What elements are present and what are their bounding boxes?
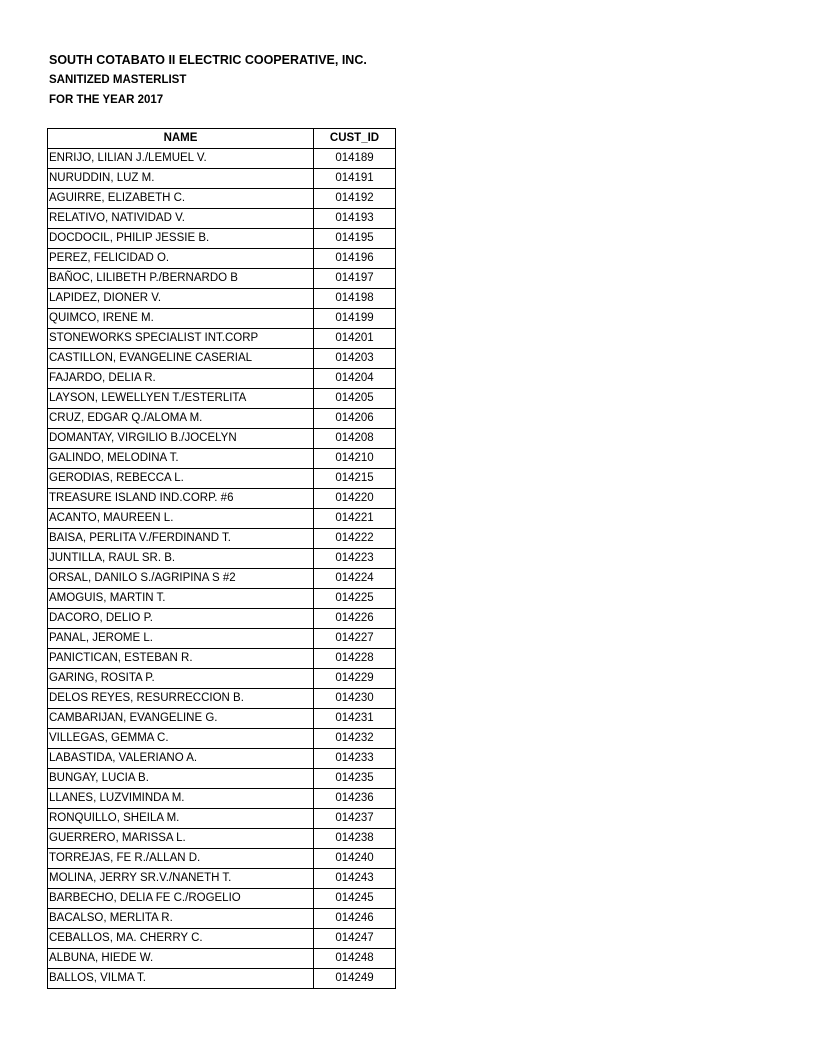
table-row <box>48 389 396 409</box>
table-row <box>48 949 396 969</box>
customer-id-cell: 014201 <box>314 329 396 349</box>
table-row <box>48 229 396 249</box>
table-row <box>48 609 396 629</box>
table-row <box>48 829 396 849</box>
year-line: FOR THE YEAR 2017 <box>49 94 164 106</box>
customer-id-cell: 014208 <box>314 429 396 449</box>
customer-id-cell: 014189 <box>314 149 396 169</box>
customer-name-cell: CASTILLON, EVANGELINE CASERIAL <box>48 349 314 369</box>
table-row <box>48 149 396 169</box>
table-row <box>48 809 396 829</box>
table-row <box>48 669 396 689</box>
customer-name-cell: ENRIJO, LILIAN J./LEMUEL V. <box>48 149 314 169</box>
customer-name-cell: DOMANTAY, VIRGILIO B./JOCELYN <box>48 429 314 449</box>
table-row <box>48 349 396 369</box>
customer-name-cell: STONEWORKS SPECIALIST INT.CORP <box>48 329 314 349</box>
customer-name-cell: DOCDOCIL, PHILIP JESSIE B. <box>48 229 314 249</box>
customer-name-cell: NURUDDIN, LUZ M. <box>48 169 314 189</box>
customer-name-cell: ACANTO, MAUREEN L. <box>48 509 314 529</box>
table-row <box>48 289 396 309</box>
customer-name-cell: CAMBARIJAN, EVANGELINE G. <box>48 709 314 729</box>
table-row <box>48 869 396 889</box>
table-row <box>48 409 396 429</box>
customer-name-cell: VILLEGAS, GEMMA C. <box>48 729 314 749</box>
customer-id-cell: 014191 <box>314 169 396 189</box>
table-row <box>48 689 396 709</box>
customer-name-cell: ORSAL, DANILO S./AGRIPINA S #2 <box>48 569 314 589</box>
customer-id-cell: 014229 <box>314 669 396 689</box>
customer-id-cell: 014205 <box>314 389 396 409</box>
customer-id-cell: 014228 <box>314 649 396 669</box>
table-row <box>48 309 396 329</box>
column-header-cust-id: CUST_ID <box>314 129 396 149</box>
customer-id-cell: 014222 <box>314 529 396 549</box>
customer-name-cell: CEBALLOS, MA. CHERRY C. <box>48 929 314 949</box>
customer-name-cell: GERODIAS, REBECCA L. <box>48 469 314 489</box>
customer-id-cell: 014243 <box>314 869 396 889</box>
customer-id-cell: 014206 <box>314 409 396 429</box>
customer-id-cell: 014235 <box>314 769 396 789</box>
table-row <box>48 709 396 729</box>
document-subtitle: SANITIZED MASTERLIST <box>49 74 187 86</box>
customer-name-cell: GARING, ROSITA P. <box>48 669 314 689</box>
customer-name-cell: BAÑOC, LILIBETH P./BERNARDO B <box>48 269 314 289</box>
customer-id-cell: 014210 <box>314 449 396 469</box>
customer-id-cell: 014221 <box>314 509 396 529</box>
table-row <box>48 449 396 469</box>
table-row <box>48 889 396 909</box>
customer-name-cell: RELATIVO, NATIVIDAD V. <box>48 209 314 229</box>
customer-id-cell: 014246 <box>314 909 396 929</box>
table-row <box>48 769 396 789</box>
customer-id-cell: 014245 <box>314 889 396 909</box>
table-row <box>48 509 396 529</box>
customer-name-cell: GALINDO, MELODINA T. <box>48 449 314 469</box>
table-row <box>48 209 396 229</box>
customer-id-cell: 014197 <box>314 269 396 289</box>
customer-id-cell: 014233 <box>314 749 396 769</box>
customer-name-cell: JUNTILLA, RAUL SR. B. <box>48 549 314 569</box>
customer-id-cell: 014199 <box>314 309 396 329</box>
table-row <box>48 469 396 489</box>
customer-id-cell: 014249 <box>314 969 396 989</box>
table-body <box>48 149 396 989</box>
customer-name-cell: PANAL, JEROME L. <box>48 629 314 649</box>
table-row <box>48 749 396 769</box>
customer-id-cell: 014240 <box>314 849 396 869</box>
masterlist-table <box>47 128 396 989</box>
customer-name-cell: TORREJAS, FE R./ALLAN D. <box>48 849 314 869</box>
customer-id-cell: 014247 <box>314 929 396 949</box>
customer-name-cell: DACORO, DELIO P. <box>48 609 314 629</box>
customer-name-cell: LAPIDEZ, DIONER V. <box>48 289 314 309</box>
customer-id-cell: 014192 <box>314 189 396 209</box>
customer-id-cell: 014225 <box>314 589 396 609</box>
customer-name-cell: MOLINA, JERRY SR.V./NANETH T. <box>48 869 314 889</box>
column-header-name: NAME <box>48 129 314 149</box>
customer-name-cell: BALLOS, VILMA T. <box>48 969 314 989</box>
customer-name-cell: TREASURE ISLAND IND.CORP. #6 <box>48 489 314 509</box>
customer-name-cell: GUERRERO, MARISSA L. <box>48 829 314 849</box>
customer-id-cell: 014227 <box>314 629 396 649</box>
organization-title: SOUTH COTABATO II ELECTRIC COOPERATIVE, INC. <box>49 53 367 67</box>
table-row <box>48 589 396 609</box>
table-row <box>48 569 396 589</box>
table-row <box>48 429 396 449</box>
customer-name-cell: AMOGUIS, MARTIN T. <box>48 589 314 609</box>
customer-id-cell: 014195 <box>314 229 396 249</box>
customer-id-cell: 014230 <box>314 689 396 709</box>
customer-id-cell: 014193 <box>314 209 396 229</box>
customer-id-cell: 014196 <box>314 249 396 269</box>
table-row <box>48 369 396 389</box>
customer-id-cell: 014231 <box>314 709 396 729</box>
table-row <box>48 549 396 569</box>
table-row <box>48 269 396 289</box>
table-row <box>48 329 396 349</box>
table-row <box>48 649 396 669</box>
customer-id-cell: 014248 <box>314 949 396 969</box>
customer-id-cell: 014238 <box>314 829 396 849</box>
customer-name-cell: PANICTICAN, ESTEBAN R. <box>48 649 314 669</box>
table-row <box>48 969 396 989</box>
customer-id-cell: 014198 <box>314 289 396 309</box>
customer-name-cell: LLANES, LUZVIMINDA M. <box>48 789 314 809</box>
table-row <box>48 249 396 269</box>
table-header-row <box>48 129 396 149</box>
customer-name-cell: RONQUILLO, SHEILA M. <box>48 809 314 829</box>
customer-name-cell: AGUIRRE, ELIZABETH C. <box>48 189 314 209</box>
customer-id-cell: 014204 <box>314 369 396 389</box>
customer-id-cell: 014220 <box>314 489 396 509</box>
document-header <box>49 50 367 110</box>
customer-id-cell: 014226 <box>314 609 396 629</box>
customer-name-cell: BARBECHO, DELIA FE C./ROGELIO <box>48 889 314 909</box>
table-row <box>48 629 396 649</box>
customer-id-cell: 014215 <box>314 469 396 489</box>
customer-name-cell: FAJARDO, DELIA R. <box>48 369 314 389</box>
table-row <box>48 189 396 209</box>
customer-name-cell: PEREZ, FELICIDAD O. <box>48 249 314 269</box>
customer-id-cell: 014223 <box>314 549 396 569</box>
customer-name-cell: LAYSON, LEWELLYEN T./ESTERLITA <box>48 389 314 409</box>
table-row <box>48 489 396 509</box>
table-row <box>48 529 396 549</box>
customer-name-cell: BAISA, PERLITA V./FERDINAND T. <box>48 529 314 549</box>
table-row <box>48 789 396 809</box>
customer-name-cell: BACALSO, MERLITA R. <box>48 909 314 929</box>
customer-name-cell: CRUZ, EDGAR Q./ALOMA M. <box>48 409 314 429</box>
customer-name-cell: QUIMCO, IRENE M. <box>48 309 314 329</box>
customer-id-cell: 014236 <box>314 789 396 809</box>
table-row <box>48 929 396 949</box>
table-row <box>48 849 396 869</box>
customer-id-cell: 014237 <box>314 809 396 829</box>
table-row <box>48 909 396 929</box>
customer-name-cell: DELOS REYES, RESURRECCION B. <box>48 689 314 709</box>
table-row <box>48 169 396 189</box>
customer-id-cell: 014224 <box>314 569 396 589</box>
table-row <box>48 729 396 749</box>
customer-name-cell: ALBUNA, HIEDE W. <box>48 949 314 969</box>
customer-id-cell: 014203 <box>314 349 396 369</box>
customer-name-cell: BUNGAY, LUCIA B. <box>48 769 314 789</box>
customer-name-cell: LABASTIDA, VALERIANO A. <box>48 749 314 769</box>
customer-id-cell: 014232 <box>314 729 396 749</box>
